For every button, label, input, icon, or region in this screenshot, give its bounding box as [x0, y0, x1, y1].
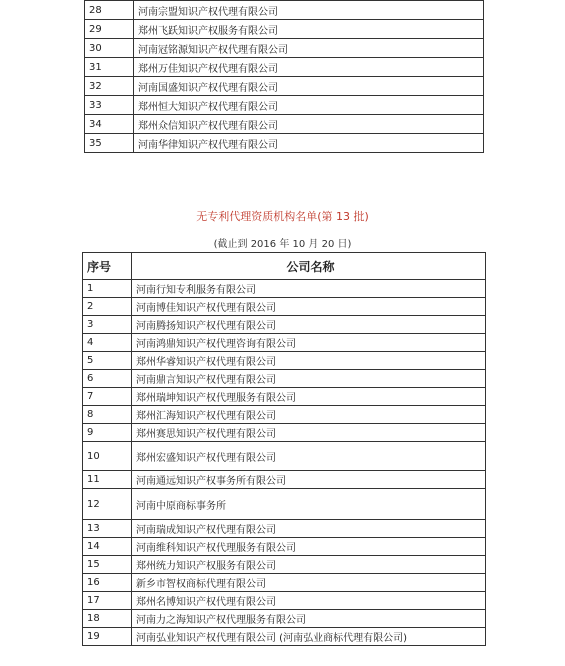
table-row: [85, 1, 484, 20]
table-row: [83, 471, 486, 489]
row-number: 8: [83, 406, 132, 424]
row-number: 32: [85, 77, 134, 96]
company-name: 郑州统力知识产权服务有限公司: [132, 556, 486, 574]
header-number: 序号: [83, 253, 132, 280]
company-name: 河南维科知识产权代理服务有限公司: [132, 538, 486, 556]
company-name: 郑州飞跃知识产权服务有限公司: [134, 20, 484, 39]
table-row: [83, 298, 486, 316]
table-row: [83, 406, 486, 424]
table-row: [85, 20, 484, 39]
table-row: [85, 58, 484, 77]
company-table-continued: [84, 0, 484, 153]
company-table: [82, 252, 486, 646]
table-row: [83, 442, 486, 471]
company-name: 河南鼎言知识产权代理有限公司: [132, 370, 486, 388]
company-name: 河南国盛知识产权代理有限公司: [134, 77, 484, 96]
row-number: 33: [85, 96, 134, 115]
table-row: [85, 134, 484, 153]
table-row: [83, 388, 486, 406]
row-number: 1: [83, 280, 132, 298]
company-name: 河南力之海知识产权代理服务有限公司: [132, 610, 486, 628]
table-row: [83, 610, 486, 628]
table-row: [83, 556, 486, 574]
company-name: 河南中原商标事务所: [132, 489, 486, 520]
company-name: 郑州瑞坤知识产权代理服务有限公司: [132, 388, 486, 406]
company-name: 郑州汇海知识产权代理有限公司: [132, 406, 486, 424]
row-number: 29: [85, 20, 134, 39]
row-number: 9: [83, 424, 132, 442]
company-name: 郑州名博知识产权代理有限公司: [132, 592, 486, 610]
row-number: 35: [85, 134, 134, 153]
table-row: [83, 592, 486, 610]
table-row: [83, 520, 486, 538]
company-name: 新乡市智权商标代理有限公司: [132, 574, 486, 592]
company-name: 河南冠铭源知识产权代理有限公司: [134, 39, 484, 58]
company-name: 河南腾扬知识产权代理有限公司: [132, 316, 486, 334]
company-name: 郑州众信知识产权代理有限公司: [134, 115, 484, 134]
table-row: [83, 334, 486, 352]
table-row: [85, 39, 484, 58]
header-company-name: 公司名称: [132, 253, 486, 280]
row-number: 14: [83, 538, 132, 556]
row-number: 5: [83, 352, 132, 370]
table-row: [83, 424, 486, 442]
table-row: [85, 96, 484, 115]
table-row: [83, 280, 486, 298]
row-number: 16: [83, 574, 132, 592]
table-row: [85, 77, 484, 96]
company-name: 郑州恒大知识产权代理有限公司: [134, 96, 484, 115]
company-name: 河南宗盟知识产权代理有限公司: [134, 1, 484, 20]
table-row: [83, 489, 486, 520]
table-row: [83, 352, 486, 370]
company-name: 河南通远知识产权事务所有限公司: [132, 471, 486, 489]
table-row: [83, 628, 486, 646]
table-row: [83, 538, 486, 556]
table-header-row: [83, 253, 486, 280]
company-name: 河南弘业知识产权代理有限公司 (河南弘业商标代理有限公司): [132, 628, 486, 646]
row-number: 17: [83, 592, 132, 610]
company-name: 河南华律知识产权代理有限公司: [134, 134, 484, 153]
section-subtitle: (截止到 2016 年 10 月 20 日): [213, 239, 352, 250]
company-name: 河南博佳知识产权代理有限公司: [132, 298, 486, 316]
table-row: [85, 115, 484, 134]
row-number: 2: [83, 298, 132, 316]
row-number: 19: [83, 628, 132, 646]
row-number: 13: [83, 520, 132, 538]
company-name: 河南瑞成知识产权代理有限公司: [132, 520, 486, 538]
row-number: 30: [85, 39, 134, 58]
row-number: 3: [83, 316, 132, 334]
table-row: [83, 574, 486, 592]
row-number: 11: [83, 471, 132, 489]
company-name: 河南行知专利服务有限公司: [132, 280, 486, 298]
row-number: 18: [83, 610, 132, 628]
row-number: 6: [83, 370, 132, 388]
table-row: [83, 316, 486, 334]
row-number: 12: [83, 489, 132, 520]
section-title: 无专利代理资质机构名单(第 13 批): [196, 210, 369, 223]
row-number: 4: [83, 334, 132, 352]
row-number: 34: [85, 115, 134, 134]
row-number: 31: [85, 58, 134, 77]
row-number: 28: [85, 1, 134, 20]
row-number: 15: [83, 556, 132, 574]
row-number: 10: [83, 442, 132, 471]
company-name: 郑州赛思知识产权代理有限公司: [132, 424, 486, 442]
company-name: 郑州宏盛知识产权代理有限公司: [132, 442, 486, 471]
table-row: [83, 370, 486, 388]
company-name: 河南鸿鼎知识产权代理咨询有限公司: [132, 334, 486, 352]
company-name: 郑州万佳知识产权代理有限公司: [134, 58, 484, 77]
company-name: 郑州华睿知识产权代理有限公司: [132, 352, 486, 370]
row-number: 7: [83, 388, 132, 406]
